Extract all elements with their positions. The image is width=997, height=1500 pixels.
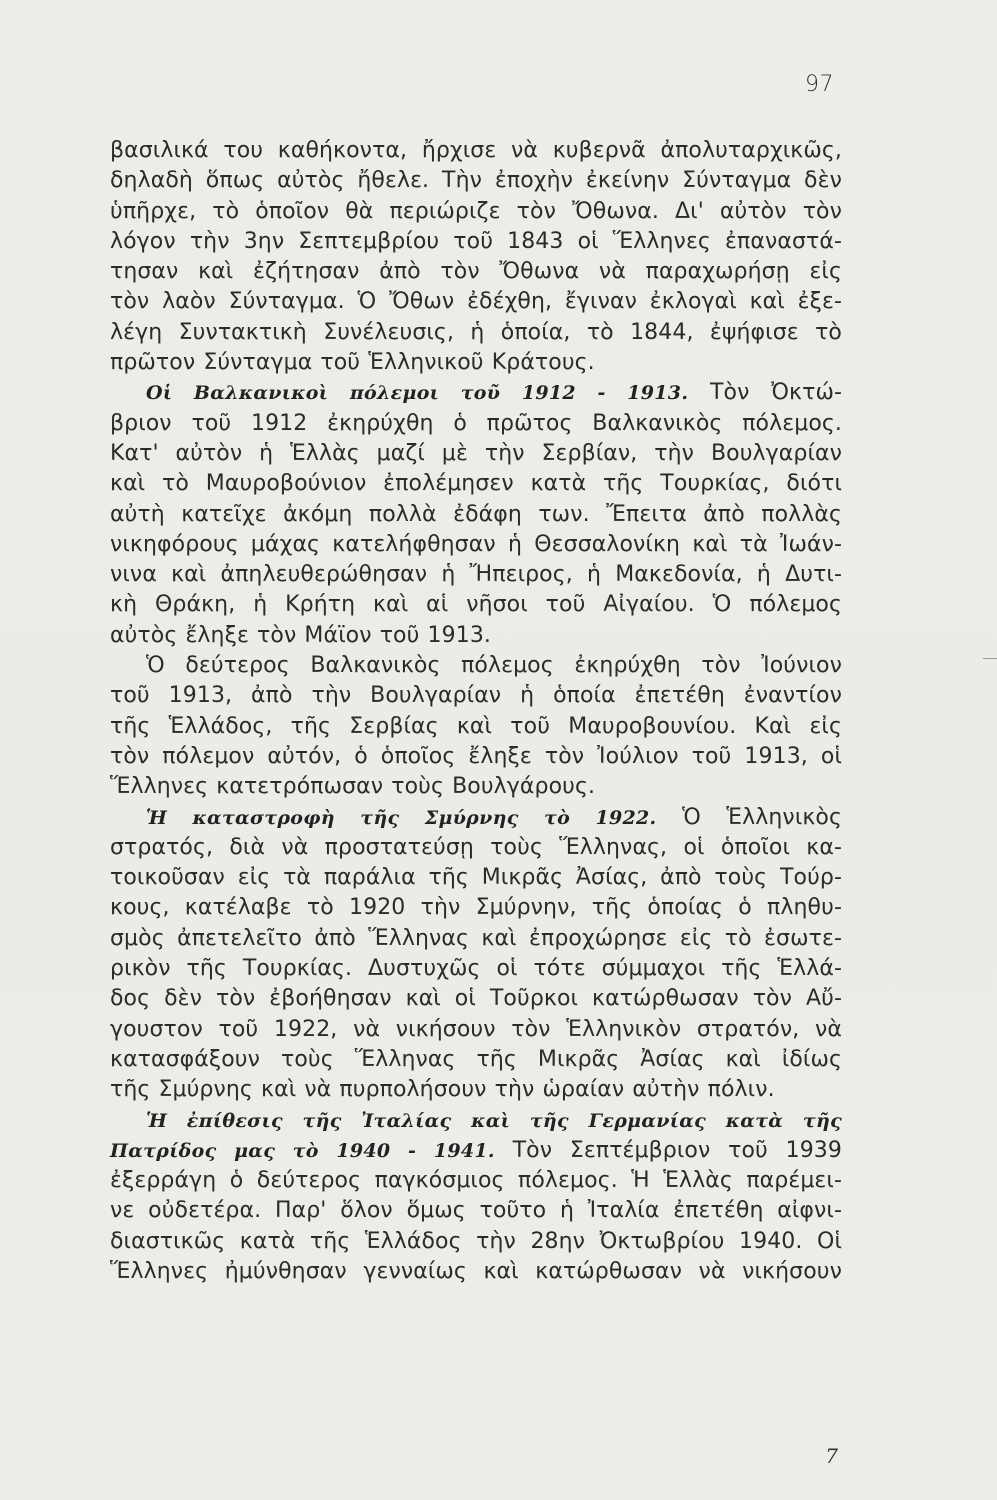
text-line: σμὸς ἀπετελεῖτο ἀπὸ Ἕλληνας καὶ ἐπροχώρησε εἰς τὸ ἐσωτε- xyxy=(110,925,842,951)
text-line: κους, κατέλαβε τὸ 1920 τὴν Σμύρνην, τῆς ὁποίας ὁ πληθυ- xyxy=(110,895,842,921)
text-line: ὑπῆρχε, τὸ ὁποῖον θὰ περιώριζε τὸν Ὄθωνα. Δι' αὐτὸν τὸν xyxy=(110,198,842,224)
section-heading-line xyxy=(110,1136,842,1166)
text-line: λέγη Συντακτικὴ Συνέλευσις, ἡ ὁποία, τὸ 1844, ἐψήφισε τὸ xyxy=(110,319,842,345)
text-fragment: Τὸν Σεπτέμβριον τοῦ 1939 xyxy=(512,1137,843,1163)
text-line: δος δὲν τὸν ἐβοήθησαν καὶ οἱ Τοῦρκοι κατώρθωσαν τὸν Αὔ- xyxy=(110,986,842,1012)
body-text xyxy=(110,136,842,1287)
text-line: Ὁ δεύτερος Βαλκανικὸς πόλεμος ἐκηρύχθη τὸν Ἰούνιον xyxy=(146,653,842,679)
text-line: δηλαδὴ ὅπως αὐτὸς ἤθελε. Τὴν ἐποχὴν ἐκείνην Σύνταγμα δὲν xyxy=(110,168,842,194)
margin-mark xyxy=(983,658,997,659)
text-line: Κατ' αὐτὸν ἡ Ἑλλὰς μαζί μὲ τὴν Σερβίαν, τὴν Βουλγαρίαν xyxy=(110,440,842,466)
text-line: διαστικῶς κατὰ τῆς Ἑλλάδος τὴν 28ην Ὀκτωβρίου 1940. Οἱ xyxy=(110,1228,842,1254)
text-line: αὐτὸς ἔληξε τὸν Μάϊον τοῦ 1913. xyxy=(110,622,492,648)
signature-number: 7 xyxy=(825,1444,838,1468)
text-line: κατασφάξουν τοὺς Ἕλληνας τῆς Μικρᾶς Ἀσίας καὶ ἰδίως xyxy=(110,1046,842,1072)
text-line: τὸν πόλεμον αὐτόν, ὁ ὁποῖος ἔληξε τὸν Ἰούλιον τοῦ 1913, οἱ xyxy=(110,743,842,769)
text-line: ἐξερράγη ὁ δεύτερος παγκόσμιος πόλεμος. Ἡ Ἑλλὰς παρέμει- xyxy=(110,1168,842,1194)
text-line: βασιλικά του καθήκοντα, ἤρχισε νὰ κυβερνᾶ ἀπολυταρχικῶς, xyxy=(110,138,842,163)
section-heading-balkan-wars: Οἱ Βαλκανικοὶ πόλεμοι τοῦ 1912 - 1913. xyxy=(146,382,689,405)
section-heading-line xyxy=(110,378,842,408)
text-line: κὴ Θράκη, ἡ Κρήτη καὶ αἱ νῆσοι τοῦ Αἰγαίου. Ὁ πόλεμος xyxy=(110,592,842,618)
text-line: τοικοῦσαν εἰς τὰ παράλια τῆς Μικρᾶς Ἀσίας, ἀπὸ τοὺς Τούρ- xyxy=(110,865,842,891)
text-line: Ἕλληνες κατετρόπωσαν τοὺς Βουλγάρους. xyxy=(110,774,596,800)
text-line: τοῦ 1913, ἀπὸ τὴν Βουλγαρίαν ἡ ὁποία ἐπετέθη ἐναντίον xyxy=(110,683,842,709)
text-line: γουστον τοῦ 1922, νὰ νικήσουν τὸν Ἑλληνικὸν στρατόν, νὰ xyxy=(110,1016,842,1042)
text-line: ρικὸν τῆς Τουρκίας. Δυστυχῶς οἱ τότε σύμμαχοι τῆς Ἑλλά- xyxy=(110,956,842,982)
text-line: τῆς Σμύρνης καὶ νὰ πυρπολήσουν τὴν ὡραίαν αὐτὴν πόλιν. xyxy=(110,1077,775,1103)
text-line: βριον τοῦ 1912 ἐκηρύχθη ὁ πρῶτος Βαλκανικὸς πόλεμος. xyxy=(110,410,842,436)
text-line: νε οὐδετέρα. Παρ' ὅλον ὅμως τοῦτο ἡ Ἰταλία ἐπετέθη αἰφνι- xyxy=(110,1198,842,1224)
text-line: καὶ τὸ Μαυροβούνιον ἐπολέμησεν κατὰ τῆς Τουρκίας, διότι xyxy=(110,471,842,497)
text-line: αὐτὴ κατεῖχε ἀκόμη πολλὰ ἐδάφη των. Ἔπειτα ἀπὸ πολλὰς xyxy=(110,501,842,527)
text-line: νινα καὶ ἀπηλευθερώθησαν ἡ Ἤπειρος, ἡ Μακεδονία, ἡ Δυτι- xyxy=(110,562,842,588)
text-line: τὸν λαὸν Σύνταγμα. Ὁ Ὄθων ἐδέχθη, ἔγιναν ἐκλογαὶ καὶ ἐξε- xyxy=(110,289,842,315)
text-line: πρῶτον Σύνταγμα τοῦ Ἑλληνικοῦ Κράτους. xyxy=(110,350,595,376)
text-line: Ἕλληνες ἠμύνθησαν γενναίως καὶ κατώρθωσαν νὰ νικήσουν xyxy=(110,1258,842,1284)
section-heading-attack: Ἡ ἐπίθεσις τῆς Ἰταλίας καὶ τῆς Γερμανίας κατὰ τῆς xyxy=(146,1109,842,1132)
text-line: τησαν καὶ ἐζήτησαν ἀπὸ τὸν Ὄθωνα νὰ παραχωρήσῃ εἰς xyxy=(110,259,842,285)
text-fragment: Τὸν Ὀκτώ- xyxy=(710,380,842,406)
page-number: 97 xyxy=(805,72,834,97)
text-line: τῆς Ἑλλάδος, τῆς Σερβίας καὶ τοῦ Μαυροβουνίου. Καὶ εἰς xyxy=(110,713,842,739)
text-line: νικηφόρους μάχας κατελήφθησαν ἡ Θεσσαλονίκη καὶ τὰ Ἰωάν- xyxy=(110,531,842,557)
section-heading-smyrna: Ἡ καταστροφὴ τῆς Σμύρνης τὸ 1922. xyxy=(146,806,657,829)
text-line: λόγον τὴν 3ην Σεπτεμβρίου τοῦ 1843 οἱ Ἕλληνες ἐπαναστά- xyxy=(110,228,842,254)
section-heading-line xyxy=(110,803,842,833)
section-heading-attack-cont: Πατρίδος μας τὸ 1940 - 1941. xyxy=(110,1139,495,1162)
text-fragment: Ὁ Ἑλληνικὸς xyxy=(682,804,843,830)
text-line: στρατός, διὰ νὰ προστατεύσῃ τοὺς Ἕλληνας, οἱ ὁποῖοι κα- xyxy=(110,834,842,860)
